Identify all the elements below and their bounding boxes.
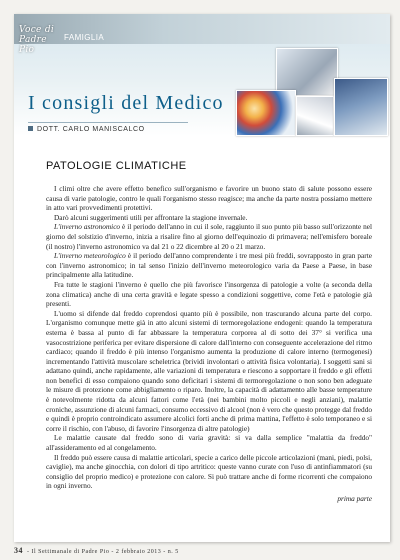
- paragraph-text: è il periodo dell'anno comprendente i tre mesi più freddi, sovrapposto in gran parte con l'inverno astronomico; in tal senso l'inizio dell'inverno meteorologico varia da Paese a Paese, in base principalmente alla latitudine.: [46, 251, 372, 280]
- photo-stethoscope: [296, 96, 334, 136]
- column-title: I consigli del Medico: [28, 92, 224, 114]
- magazine-logo: Voce di Padre Pio: [19, 25, 55, 55]
- title-divider: [28, 122, 188, 123]
- article-paragraph: I climi oltre che avere effetto benefico sull'organismo e favorire un buono stato di salute possono essere causa di varie patologie, contro le quali l'organismo stesso reagisce; ma anche da parte nostra possiamo mettere in atto vari provvedimenti protettivi.: [46, 184, 372, 213]
- footer-text: - Il Settimanale di Padre Pio - 2 febbraio 2013 - n. 5: [27, 549, 179, 555]
- magazine-page: [14, 14, 390, 542]
- article-title: PATOLOGIE CLIMATICHE: [46, 160, 187, 172]
- author-byline: [28, 126, 145, 133]
- page-number: 34: [14, 546, 23, 555]
- article-paragraph: Le malattie causate dal freddo sono di varia gravità: si va dalla semplice "malattia da freddo" all'assideramento ed al congelamento.: [46, 433, 372, 453]
- article-paragraph: [46, 251, 372, 280]
- term-emphasis: L'inverno astronomico: [54, 222, 121, 232]
- continuation-note: prima parte: [337, 494, 372, 503]
- photo-pills: [236, 90, 296, 136]
- article-paragraph: Il freddo può essere causa di malattie articolari, specie a carico delle piccole articolazioni (mani, piedi, polsi, caviglie), ma anche ginocchia, con dolori di tipo artritico: queste vanno curate con l'uso di antinfiammatori (su consiglio del proprio medico) e protezione con calore. Si può trattare anche di forme ricorrenti che compaiono in ogni inverno.: [46, 452, 372, 491]
- section-label: FAMIGLIA: [64, 33, 105, 42]
- photo-doctor: [334, 78, 388, 136]
- bullet-square-icon: [28, 126, 33, 131]
- author-name: DOTT. CARLO MANISCALCO: [37, 126, 145, 133]
- term-emphasis: L'inverno meteorologico: [54, 251, 126, 261]
- article-paragraph: [46, 222, 372, 251]
- paragraph-text: è il periodo dell'anno in cui il sole, raggiunto il suo punto più basso sull'orizzonte nel giorno del solstizio d'inverno, inizia a risalire fino al giorno dell'equinozio di primavera; nell'emisfero boreale (il nostro) l'inverno astronomico va dal 21 o 22 dicembre al 20 o 21 marzo.: [46, 222, 372, 251]
- photo-xray: [276, 48, 338, 96]
- article-paragraph: Fra tutte le stagioni l'inverno è quello che più favorisce l'insorgenza di patologie a volte (a seconda della zona climatica) anche di una certa gravità e legate spesso a condizioni soggettive, come l'età e patologie già presenti.: [46, 279, 372, 309]
- header-photo-collage: [236, 48, 386, 138]
- page-footer: [14, 546, 179, 555]
- article-paragraph: Darò alcuni suggerimenti utili per affrontare la stagione invernale.: [54, 212, 248, 222]
- article-body: [46, 184, 372, 504]
- page-header: [14, 14, 390, 136]
- article-paragraph: L'uomo si difende dal freddo coprendosi quanto più è possibile, non trascurando alcuna parte del corpo. L'organismo comunque mette già in atto alcuni sistemi di termoregolazione endogeni: quando la temperatura esterna è bassa al punto di far abbassare la temperatura corporea al di sotto dei 37° si verifica una vasocostrizione periferica per evitare dispersione di calore dall'interno con conseguente accelerazione del ritmo cardiaco; quando il freddo è più intenso l'organismo aumenta la produzione di calore interno (termogenesi) incrementando l'attività muscolare scheletrica (brividi involontari o attività fisica volontaria). I soggetti sani si adattano quindi, anche rapidamente, alle variazioni di temperatura e riescono a sopportare il freddo e gli effetti non benefici di esso compaiono quando sono deficitari i sistemi di termoregolazione o non sono ben adeguate le misure di protezione come abbigliamento o riparo. Inoltre, la capacità di adattamento alle basse temperature è notevolmente ridotta da alcuni fattori come l'età (nei bambini molto piccoli e negli anziani), malattie croniche, assunzione di alcuni farmaci, consumo eccessivo di alcool (non è vero che questo protegge dal freddo e quindi è proprio controindicato assumere alcolici forti anche di prima mattina, l'effetto è solo temporaneo e si corre il rischio, con l'abuso, di favorire l'insorgenza di altre patologie): [46, 308, 372, 433]
